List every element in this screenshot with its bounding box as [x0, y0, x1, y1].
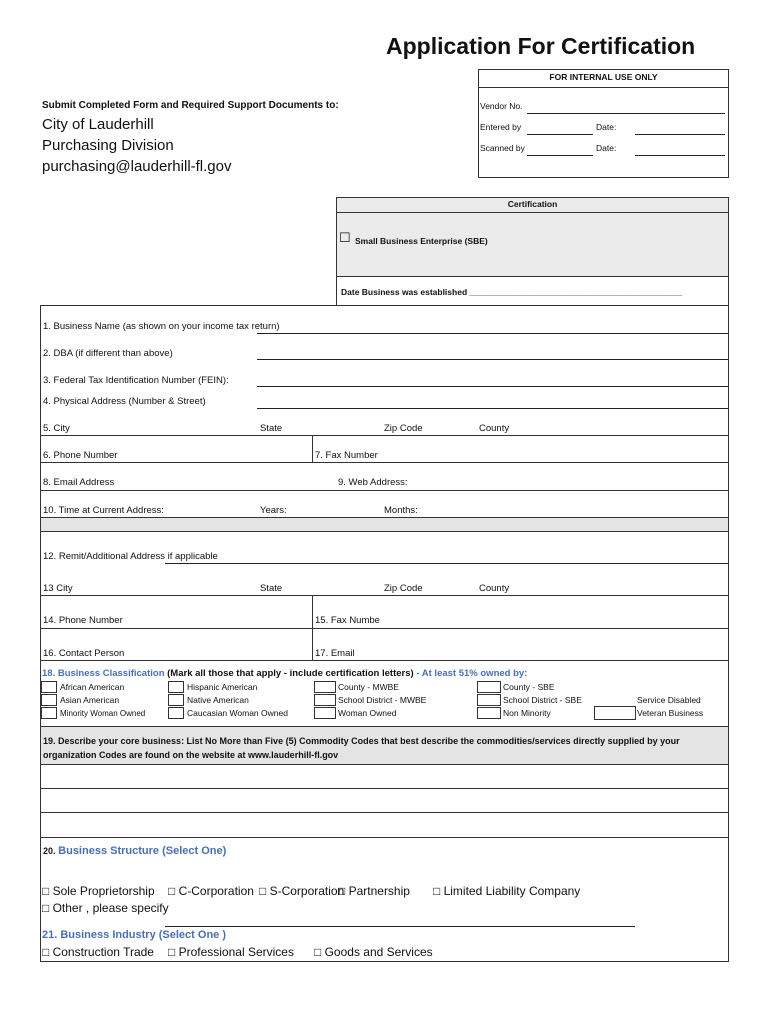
- phone-label: 6. Phone Number: [43, 450, 118, 461]
- years-label: Years:: [260, 505, 287, 516]
- checkbox-county-mwbe[interactable]: [314, 681, 336, 693]
- checkbox-native-american[interactable]: [168, 694, 184, 706]
- option-partnership[interactable]: □ Partnership: [338, 884, 410, 898]
- label-school-district-sbe: School District - SBE: [503, 695, 582, 705]
- label-service-disabled: Service Disabled: [637, 695, 701, 705]
- contact-person-label: 16. Contact Person: [43, 648, 125, 659]
- remit-state-label: State: [260, 583, 283, 594]
- checkbox-county-sbe[interactable]: [477, 681, 501, 693]
- zip-label: Zip Code: [384, 423, 423, 434]
- label-minority-woman-owned: Minority Woman Owned: [60, 709, 146, 718]
- scanned-date-field[interactable]: [635, 155, 725, 156]
- classification-heading: [42, 668, 527, 679]
- other-specify-field[interactable]: [165, 926, 635, 927]
- commodity-code-row-2[interactable]: [41, 789, 728, 812]
- web-address-label: 9. Web Address:: [338, 477, 408, 488]
- core-business-line1: 19. Describe your core business: List No More than Five (5) Commodity Codes that best describe the commodities/services directly supplied by your: [43, 736, 680, 746]
- contact-email-label: 17. Email: [315, 648, 355, 659]
- label-veteran-business: Veteran Business: [637, 708, 704, 718]
- option-goods-and-services[interactable]: □ Goods and Services: [314, 945, 433, 959]
- checkbox-woman-owned[interactable]: [314, 707, 336, 719]
- remit-zip-label: Zip Code: [384, 583, 423, 594]
- dba-field[interactable]: [257, 359, 728, 360]
- remit-county-label: County: [479, 583, 510, 594]
- remit-city-label: 13 City: [43, 583, 73, 594]
- remit-address-field[interactable]: [165, 563, 728, 564]
- classification-owned: - At least 51% owned by:: [416, 668, 528, 679]
- remit-fax-label: 15. Fax Numbe: [315, 615, 380, 626]
- option-llc[interactable]: □ Limited Liability Company: [433, 884, 581, 898]
- commodity-code-row-1[interactable]: [41, 765, 728, 788]
- classification-label: 18. Business Classification: [42, 668, 165, 679]
- state-label: State: [260, 423, 283, 434]
- checkbox-asian-american[interactable]: [41, 694, 57, 706]
- business-name-field[interactable]: [257, 333, 728, 334]
- checkbox-service-disabled-veteran[interactable]: [594, 706, 636, 720]
- commodity-code-row-3[interactable]: [41, 813, 728, 837]
- option-professional-services[interactable]: □ Professional Services: [168, 945, 294, 959]
- checkbox-school-district-mwbe[interactable]: [314, 694, 336, 706]
- entered-date-label: Date:: [596, 122, 617, 132]
- internal-use-header: FOR INTERNAL USE ONLY: [549, 72, 658, 82]
- page-title: Application For Certification: [386, 33, 696, 59]
- core-business-line2: organization Codes are found on the website at www.lauderhill-fl.gov: [43, 750, 339, 760]
- fein-label: 3. Federal Tax Identification Number (FEIN):: [43, 375, 229, 386]
- checkbox-school-district-sbe[interactable]: [477, 694, 501, 706]
- structure-label: Business Structure (Select One): [58, 845, 227, 857]
- scanned-by-label: Scanned by: [480, 143, 525, 153]
- months-label: Months:: [384, 505, 418, 516]
- remit-phone-label: 14. Phone Number: [43, 615, 123, 626]
- structure-number: 20.: [43, 846, 56, 856]
- vendor-no-field[interactable]: [527, 113, 725, 114]
- submit-email: purchasing@lauderhill-fl.gov: [42, 158, 232, 175]
- checkbox-non-minority[interactable]: [477, 707, 501, 719]
- option-other[interactable]: □ Other , please specify: [42, 901, 169, 915]
- time-at-address-label: 10. Time at Current Address:: [43, 505, 164, 516]
- date-established[interactable]: Date Business was established _____________________________________________: [341, 287, 683, 297]
- fax-label: 7. Fax Number: [315, 450, 378, 461]
- county-label: County: [479, 423, 510, 434]
- remit-address-label: 12. Remit/Additional Address if applicable: [43, 551, 218, 562]
- checkbox-hispanic-american[interactable]: [168, 681, 184, 693]
- label-hispanic-american: Hispanic American: [187, 682, 258, 692]
- business-name-label: 1. Business Name (as shown on your income tax return): [43, 321, 280, 332]
- entered-date-field[interactable]: [635, 134, 725, 135]
- option-construction-trade[interactable]: □ Construction Trade: [42, 945, 154, 959]
- physical-address-field[interactable]: [257, 408, 728, 409]
- submit-org: City of Lauderhill: [42, 116, 154, 133]
- scanned-date-label: Date:: [596, 143, 617, 153]
- label-non-minority: Non Minority: [503, 708, 551, 718]
- label-african-american: African American: [60, 682, 125, 692]
- option-c-corporation[interactable]: □ C-Corporation: [168, 884, 254, 898]
- physical-address-label: 4. Physical Address (Number & Street): [43, 396, 206, 407]
- sbe-label: Small Business Enterprise (SBE): [355, 236, 488, 246]
- label-woman-owned: Woman Owned: [338, 708, 397, 718]
- vendor-no-label: Vendor No.: [480, 101, 523, 111]
- industry-label: 21. Business Industry (Select One ): [42, 929, 227, 941]
- option-sole-proprietorship[interactable]: □ Sole Proprietorship: [42, 884, 155, 898]
- city-label: 5. City: [43, 423, 70, 434]
- scanned-by-field[interactable]: [527, 155, 593, 156]
- fein-field[interactable]: [257, 386, 728, 387]
- checkbox-african-american[interactable]: [41, 681, 57, 693]
- email-label: 8. Email Address: [43, 477, 115, 488]
- section-divider: [41, 518, 728, 531]
- structure-heading: [43, 845, 226, 857]
- label-native-american: Native American: [187, 695, 249, 705]
- entered-by-field[interactable]: [527, 134, 593, 135]
- label-county-sbe: County - SBE: [503, 682, 555, 692]
- sbe-checkbox[interactable]: ☐: [339, 230, 351, 245]
- certification-header: Certification: [507, 199, 558, 209]
- label-school-district-mwbe: School District - MWBE: [338, 695, 427, 705]
- label-caucasian-woman-owned: Caucasian Woman Owned: [187, 708, 288, 718]
- option-s-corporation[interactable]: □ S-Corporation: [259, 884, 345, 898]
- classification-instruction: (Mark all those that apply - include certification letters): [167, 668, 414, 679]
- checkbox-minority-woman-owned[interactable]: [41, 707, 57, 719]
- submit-heading: Submit Completed Form and Required Support Documents to:: [42, 100, 339, 111]
- label-county-mwbe: County - MWBE: [338, 682, 399, 692]
- dba-label: 2. DBA (if different than above): [43, 348, 173, 359]
- label-asian-american: Asian American: [60, 695, 120, 705]
- entered-by-label: Entered by: [480, 122, 522, 132]
- submit-division: Purchasing Division: [42, 137, 174, 154]
- checkbox-caucasian-woman-owned[interactable]: [168, 707, 184, 719]
